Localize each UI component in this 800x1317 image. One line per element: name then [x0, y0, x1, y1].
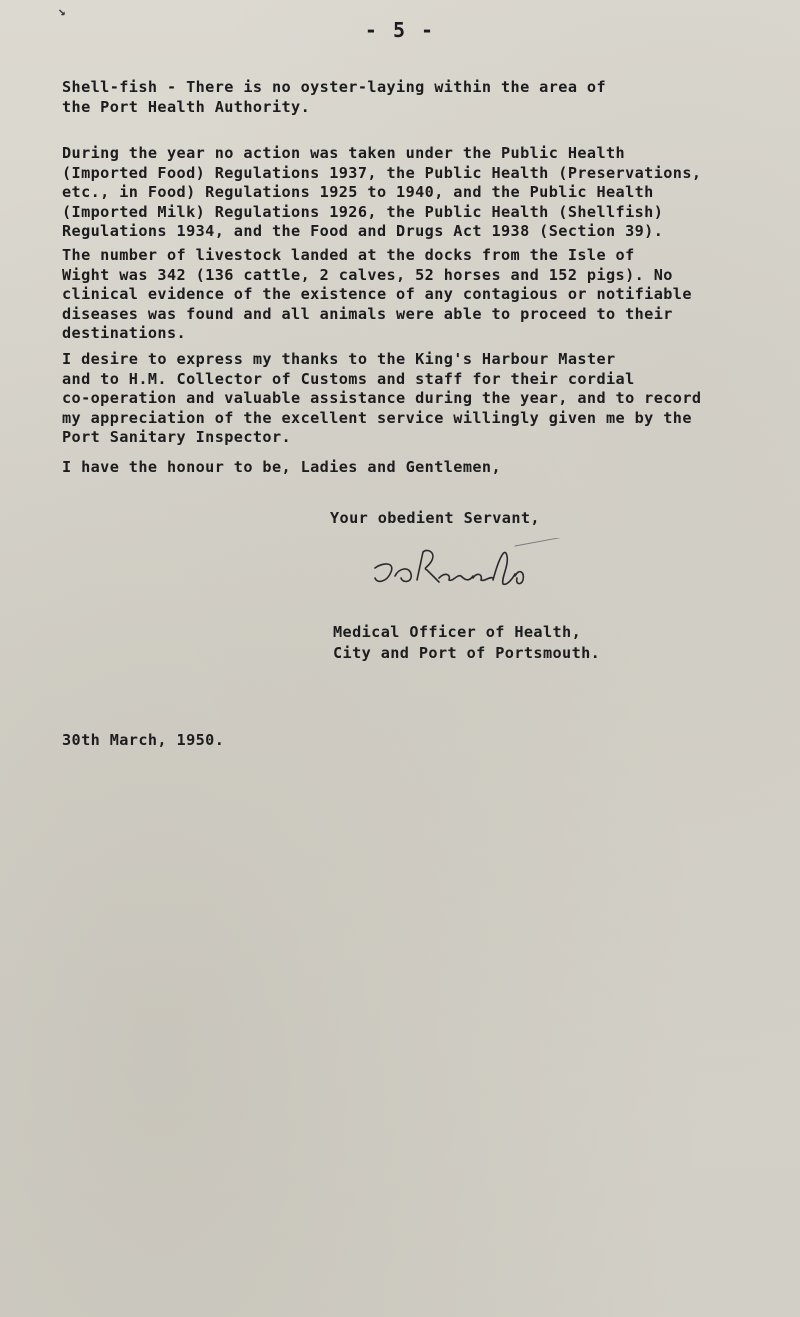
signer-title: Medical Officer of Health, — [333, 623, 582, 641]
paragraph-regulations: During the year no action was taken under the Public Health (Imported Food) Regulations 1937, the Public Health (Preservations, etc., in Food) Regulations 1925 to 1940, and the Public Health (Imported Milk) Regulations 1926, the Public Health (Shellfish) Regulations 1934, and the Food and Drugs Act 1938 (Section 39). — [62, 144, 702, 240]
signer-authority: City and Port of Portsmouth. — [333, 644, 601, 662]
page-number: - 5 - — [364, 18, 436, 42]
handwritten-signature — [365, 538, 585, 608]
closing-line: I have the honour to be, Ladies and Gentlemen, — [62, 458, 502, 476]
document-date: 30th March, 1950. — [62, 731, 225, 749]
paragraph-shellfish: Shell-fish - There is no oyster-laying within the area of the Port Health Authority. — [62, 78, 606, 116]
valediction: Your obedient Servant, — [330, 509, 540, 527]
corner-mark: ↘ — [58, 4, 66, 19]
paragraph-thanks: I desire to express my thanks to the King's Harbour Master and to H.M. Collector of Customs and staff for their cordial co-operation and valuable assistance during the year, and to record my appreciation of the excellent service willingly given me by the Port Sanitary Inspector. — [62, 350, 702, 446]
signer-block — [333, 622, 600, 664]
paragraph-livestock: The number of livestock landed at the docks from the Isle of Wight was 342 (136 cattle, 2 calves, 52 horses and 152 pigs). No clinical evidence of the existence of any contagious or notifiable diseases was found and all animals were able to proceed to their destinations. — [62, 246, 692, 342]
